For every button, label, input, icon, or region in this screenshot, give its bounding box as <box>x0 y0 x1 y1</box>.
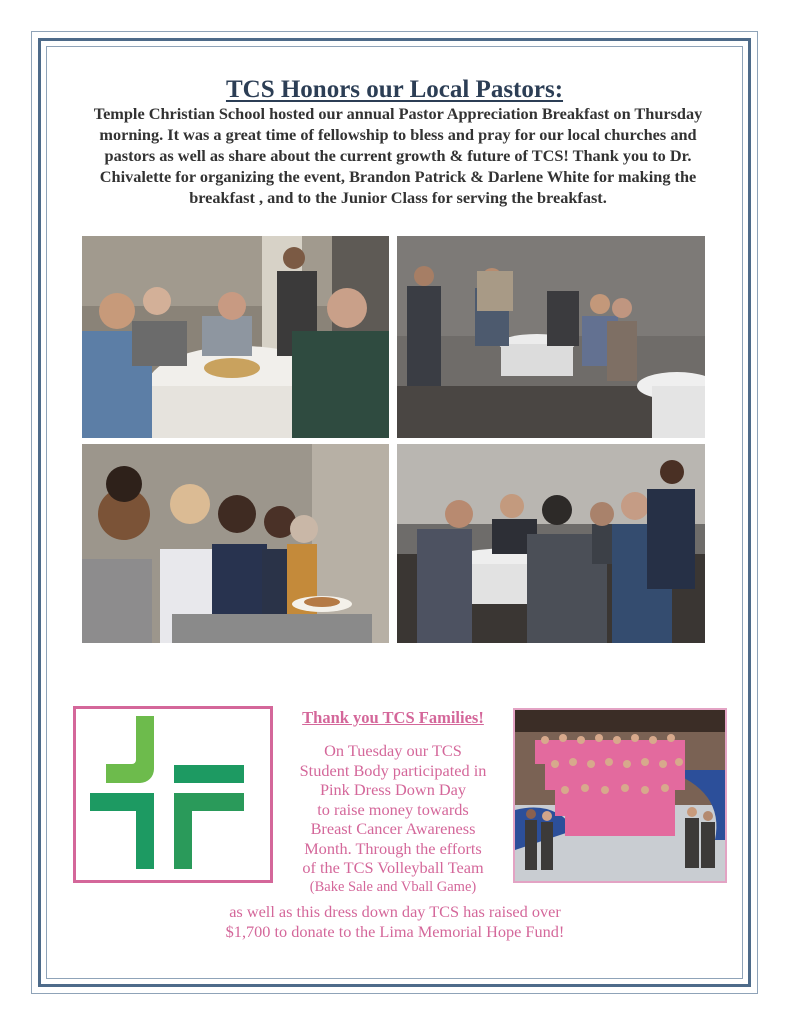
families-line: as well as this dress down day TCS has raised over <box>229 902 561 921</box>
families-line: On Tuesday our TCS <box>324 741 462 760</box>
families-line: Student Body participated in <box>299 760 487 780</box>
photo-pastors-table <box>82 236 389 438</box>
families-line: to raise money towards <box>317 799 469 819</box>
families-line: Month. Through the efforts <box>304 838 482 858</box>
photo-student-body-pink <box>513 708 727 883</box>
photo-pastors-gathered <box>397 444 705 643</box>
families-line: $1,700 to donate to the Lima Memorial Hope Fund! <box>225 922 565 941</box>
school-logo <box>73 706 273 883</box>
photo-students-serving <box>82 444 389 643</box>
article-headline: TCS Honors our Local Pastors: <box>225 76 564 103</box>
photo-guests-mingling <box>397 236 705 438</box>
families-body <box>268 741 518 897</box>
families-closing <box>160 902 630 942</box>
families-line: (Bake Sale and Vball Game) <box>309 878 477 895</box>
families-line: of the TCS Volleyball Team <box>302 858 484 877</box>
families-line: Breast Cancer Awareness <box>310 819 476 838</box>
article-body: Temple Christian School hosted our annual Pastor Appreciation Breakfast on Thursday morning. It was a great time of fellowship to bless and pray for our local churches and pastors as well as share about the current growth & future of TCS! Thank you to Dr. Chivalette for organizing the event, Brandon Patrick & Darlene White for making the breakfast , and to the Junior Class for serving the breakfast. <box>93 104 703 207</box>
cross-logo-icon <box>76 709 270 880</box>
families-heading: Thank you TCS Families! <box>302 708 484 727</box>
families-line: Pink Dress Down Day <box>319 780 467 799</box>
